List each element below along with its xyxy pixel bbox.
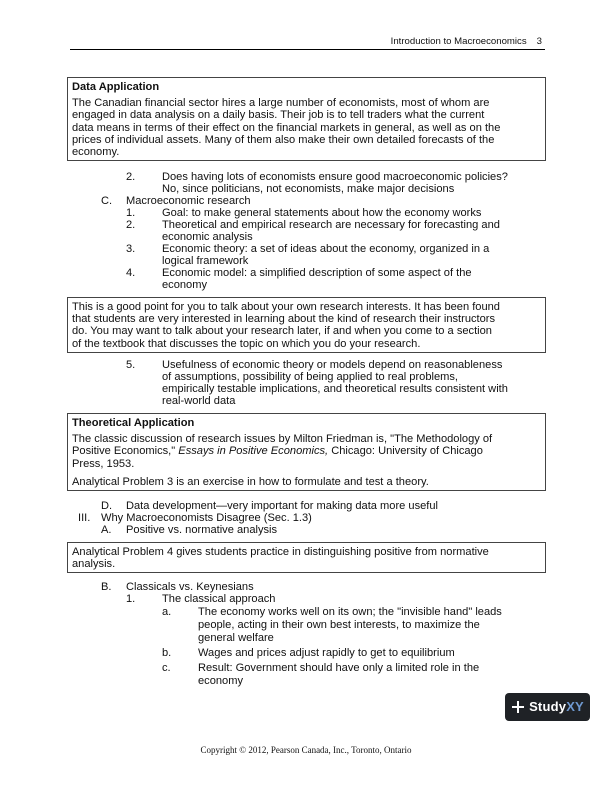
outline-text: economy (162, 279, 208, 291)
outline-text: Economic theory: a set of ideas about the economy, organized in a (162, 243, 490, 255)
box-line: Analytical Problem 3 is an exercise in how to formulate and test a theory. (72, 475, 429, 488)
outline-label: 5. (126, 359, 136, 371)
outline-label: 2. (126, 219, 136, 231)
outline-text: Positive vs. normative analysis (126, 524, 278, 536)
outline-heading: Why Macroeconomists Disagree (Sec. 1.3) (101, 512, 312, 524)
box-line: data means in terms of their effect on the financial markets in general, as well as on the (72, 121, 501, 134)
running-title: Introduction to Macroeconomics (390, 36, 527, 47)
outline-label: c. (162, 662, 171, 674)
outline-text: Goal: to make general statements about how the economy works (162, 207, 482, 219)
page-number: 3 (536, 36, 542, 47)
outline-text: Usefulness of economic theory or models depend on reasonableness (162, 359, 503, 371)
box-title: Data Application (72, 81, 160, 93)
header-rule (70, 49, 545, 50)
box-line: do. You may want to talk about your research later, if and when you come to a section (72, 325, 492, 338)
outline-text: The economy works well on its own; the "invisible hand" leads (198, 606, 502, 618)
box-line: engaged in data analysis on a daily basis. Their job is to tell traders what the current (72, 109, 485, 122)
box-line: Press, 1953. (72, 457, 135, 470)
box-line: analysis. (72, 558, 116, 571)
outline-text: general welfare (198, 632, 274, 644)
outline-text: Data development—very important for making data more useful (126, 500, 439, 512)
outline-text: empirically testable implications, and theoretical results consistent with (162, 383, 508, 395)
outline-label: 4. (126, 267, 136, 279)
outline-label: A. (101, 524, 112, 536)
outline-text: logical framework (162, 255, 249, 267)
outline-text: No, since politicians, not economists, make major decisions (162, 183, 455, 195)
book-title: Essays in Positive Economics, (178, 445, 329, 458)
studyxy-logo-text: StudyXY (529, 698, 584, 714)
page-header (70, 36, 542, 47)
outline-text: Does having lots of economists ensure good macroeconomic policies? (162, 171, 508, 183)
box-line: This is a good point for you to talk about your own research interests. It has been found (72, 301, 500, 313)
box-line: The Canadian financial sector hires a large number of economists, most of whom are (72, 97, 490, 110)
outline-heading: Classicals vs. Keynesians (126, 581, 254, 593)
outline-label: a. (162, 606, 172, 618)
research-interests-box (67, 297, 546, 353)
outline-label: B. (101, 581, 112, 593)
outline-text: people, acting in their own best interests, to maximize the (198, 619, 480, 631)
outline-text: real-world data (162, 395, 236, 407)
box-line (72, 445, 541, 457)
theoretical-application-box (67, 413, 546, 491)
box-line: of the textbook that discusses the topic on which you do your research. (72, 337, 421, 350)
outline-text: economic analysis (162, 231, 253, 243)
studyxy-watermark-badge (505, 693, 590, 721)
box-line: economy. (72, 146, 120, 159)
outline-text: Wages and prices adjust rapidly to get to equilibrium (198, 647, 455, 659)
box-line: prices of individual assets. Many of them also make their own detailed forecasts of the (72, 133, 495, 146)
outline-label: 2. (126, 171, 136, 183)
text-segment: Positive Economics," (72, 445, 179, 458)
outline-text: of assumptions, possibility of being applied to real problems, (162, 371, 458, 383)
outline-label: b. (162, 647, 172, 659)
text-segment: Chicago: University of Chicago (328, 445, 483, 458)
outline-label: III. (78, 512, 91, 524)
outline-text: Economic model: a simplified description of some aspect of the (162, 267, 472, 279)
outline-label: D. (101, 500, 113, 512)
box-line: that students are very interested in learning about the kind of research their instructors (72, 313, 496, 326)
box-line: The classic discussion of research issues by Milton Friedman is, "The Methodology of (72, 433, 493, 446)
outline-text: Theoretical and empirical research are necessary for forecasting and (162, 219, 500, 231)
outline-label: 3. (126, 243, 136, 255)
outline-heading: Macroeconomic research (126, 195, 251, 207)
analytical-problem-box (67, 542, 546, 573)
box-title: Theoretical Application (72, 417, 195, 429)
outline-text: The classical approach (162, 593, 276, 605)
outline-label: C. (101, 195, 113, 207)
outline-label: 1. (126, 207, 136, 219)
outline-text: economy (198, 675, 244, 687)
plus-icon (511, 700, 525, 714)
outline-label: 1. (126, 593, 136, 605)
outline-text: Result: Government should have only a limited role in the (198, 662, 480, 674)
page-footer: Copyright © 2012, Pearson Canada, Inc., Toronto, Ontario (200, 745, 412, 755)
data-application-box (67, 77, 546, 161)
box-line: Analytical Problem 4 gives students practice in distinguishing positive from normative (72, 546, 489, 558)
